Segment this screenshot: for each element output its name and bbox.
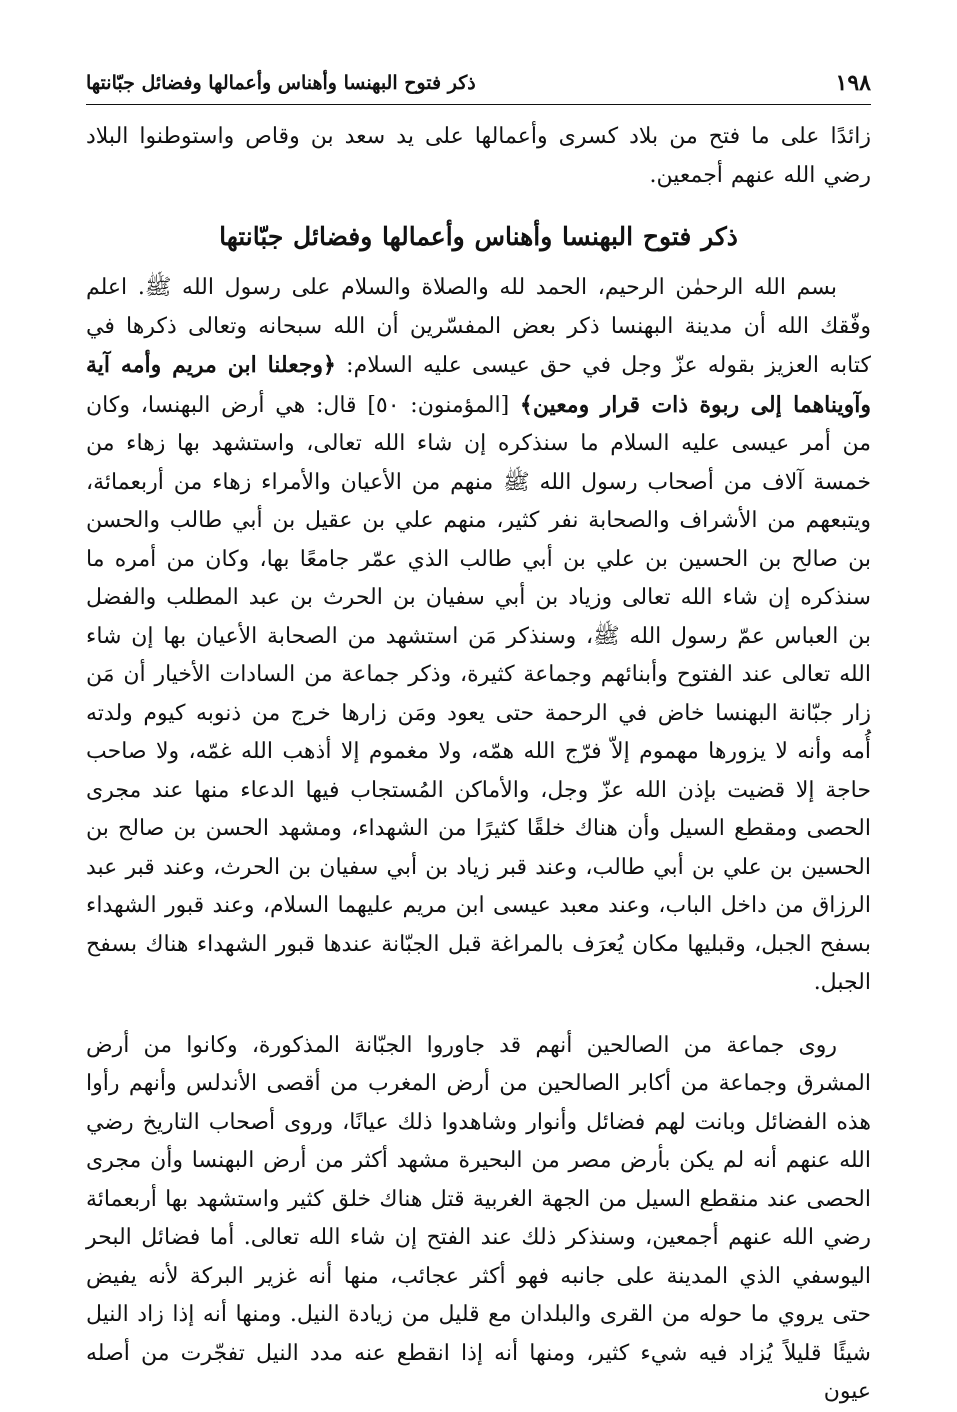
paragraph-1-part-a: بسم الله الرحمٰن الرحيم، الحمد لله والصلاة والسلام على رسول الله ﷺ. اعلم وفّقك الله أن مدينة البهنسا ذكر بعض المفسّرين أن الله سبحانه وتعالى ذكرها في كتابه العزيز بقوله عزّ وجل في حق عيسى عليه السلام: [86, 275, 871, 378]
running-header [86, 66, 871, 100]
running-title: ذكر فتوح البهنسا وأهناس وأعمالها وفضائل جبّانتها [86, 72, 476, 94]
section-title: ذكر فتوح البهنسا وأهناس وأعمالها وفضائل جبّانتها [219, 222, 738, 251]
intro-paragraph: زائدًا على ما فتح من بلاد كسرى وأعمالها على يد سعد بن وقاص واستوطنوا البلاد رضي الله عنهم أجمعين. [86, 124, 871, 188]
page-number: ١٩٨ [835, 70, 871, 96]
paragraph-1 [86, 269, 871, 1003]
quran-verse: ﴿وجعلنا ابن مريم وأمه آية وآويناهما إلى ربوة ذات قرار ومعين﴾ [86, 352, 872, 418]
paragraph-2: روى جماعة من الصالحين أنهم قد جاوروا الجبّانة المذكورة، وكانوا من أرض المشرق وجماعة من أكابر الصالحين من أرض المغرب من أقصى الأندلس وأنهم رأوا هذه الفضائل وبانت لهم فضائل وأنوار وشاهدوا ذلك عيانًا، وروى أصحاب التاريخ رضي الله عنهم أنه لم يكن بأرض مصر من البحيرة مشهد أكثر من أرض البهنسا وأن مجرى الحصى عند منقطع السيل من الجهة الغربية قتل هناك خلق كثير واستشهد بها أربعمائة رضي الله عنهم أجمعين، وسنذكر ذلك عند الفتح إن شاء الله تعالى. أما فضائل البحر اليوسفي الذي المدينة على جانبه فهو أكثر عجائب، منها أنه غزير البركة لأنه يفيض حتى يروي ما حوله من القرى والبلدان مع قليل من زيادة النيل. ومنها أنه إذا زاد النيل شيئًا قليلاً يُزاد فيه شيء كثير، ومنها أنه إذا انقطع عنه مدد النيل تفجّرت من أصله عيون [86, 1032, 871, 1404]
body-text [86, 118, 871, 1412]
header-rule [86, 104, 871, 105]
paragraph-gap [86, 1003, 871, 1027]
paragraph-1-part-b: [المؤمنون: ٥٠] قال: هي أرض البهنسا، وكان من أمر عيسى عليه السلام ما سنذكره إن شاء الله تعالى، واستشهد بها زهاء من خمسة آلاف من أصحاب رسول الله ﷺ منهم من الأعيان والأمراء زهاء من أربعمائة، ويتبعهم من الأشراف والصحابة نفر كثير، منهم علي بن عقيل بن أبي طالب والحسن بن صالح بن الحسين بن علي بن أبي طالب الذي عمّر جامعًا بها، وكان من أمره ما سنذكره إن شاء الله تعالى وزياد بن أبي سفيان بن الحرث بن عبد المطلب والفضل بن العباس عمّ رسول الله ﷺ، وسنذكر مَن استشهد من الصحابة الأعيان بها إن شاء الله تعالى عند الفتوح وأبنائهم وجماعة كثيرة، وذكر جماعة من السادات الأخيار أن مَن زار جبّانة البهنسا خاض في الرحمة حتى يعود ومَن زارها خرج من ذنوبه كيوم ولدته أُمه وأنه لا يزورها مهموم إلاّ فرّج الله همّه، ولا مغموم إلا أذهب الله غمّه، ولا صاحب حاجة إلا قضيت بإذن الله عزّ وجل، والأماكن المُستجاب فيها الدعاء منها عند مجرى الحصى ومقطع السيل وأن هناك خلقًا كثيرًا من الشهداء، ومشهد الحسن بن صالح بن الحسين بن علي بن أبي طالب، وعند قبر زياد بن أبي سفيان بن الحرث، وعند قبر عبد الرزاق من داخل الباب، وعند معبد عيسى ابن مريم عليهما السلام، وعند قبور الشهداء بسفح الجبل، وقبليها مكان يُعرَف بالمراغة قبل الجبّانة عندها قبور الشهداء هناك بسفح الجبل. [86, 392, 871, 995]
